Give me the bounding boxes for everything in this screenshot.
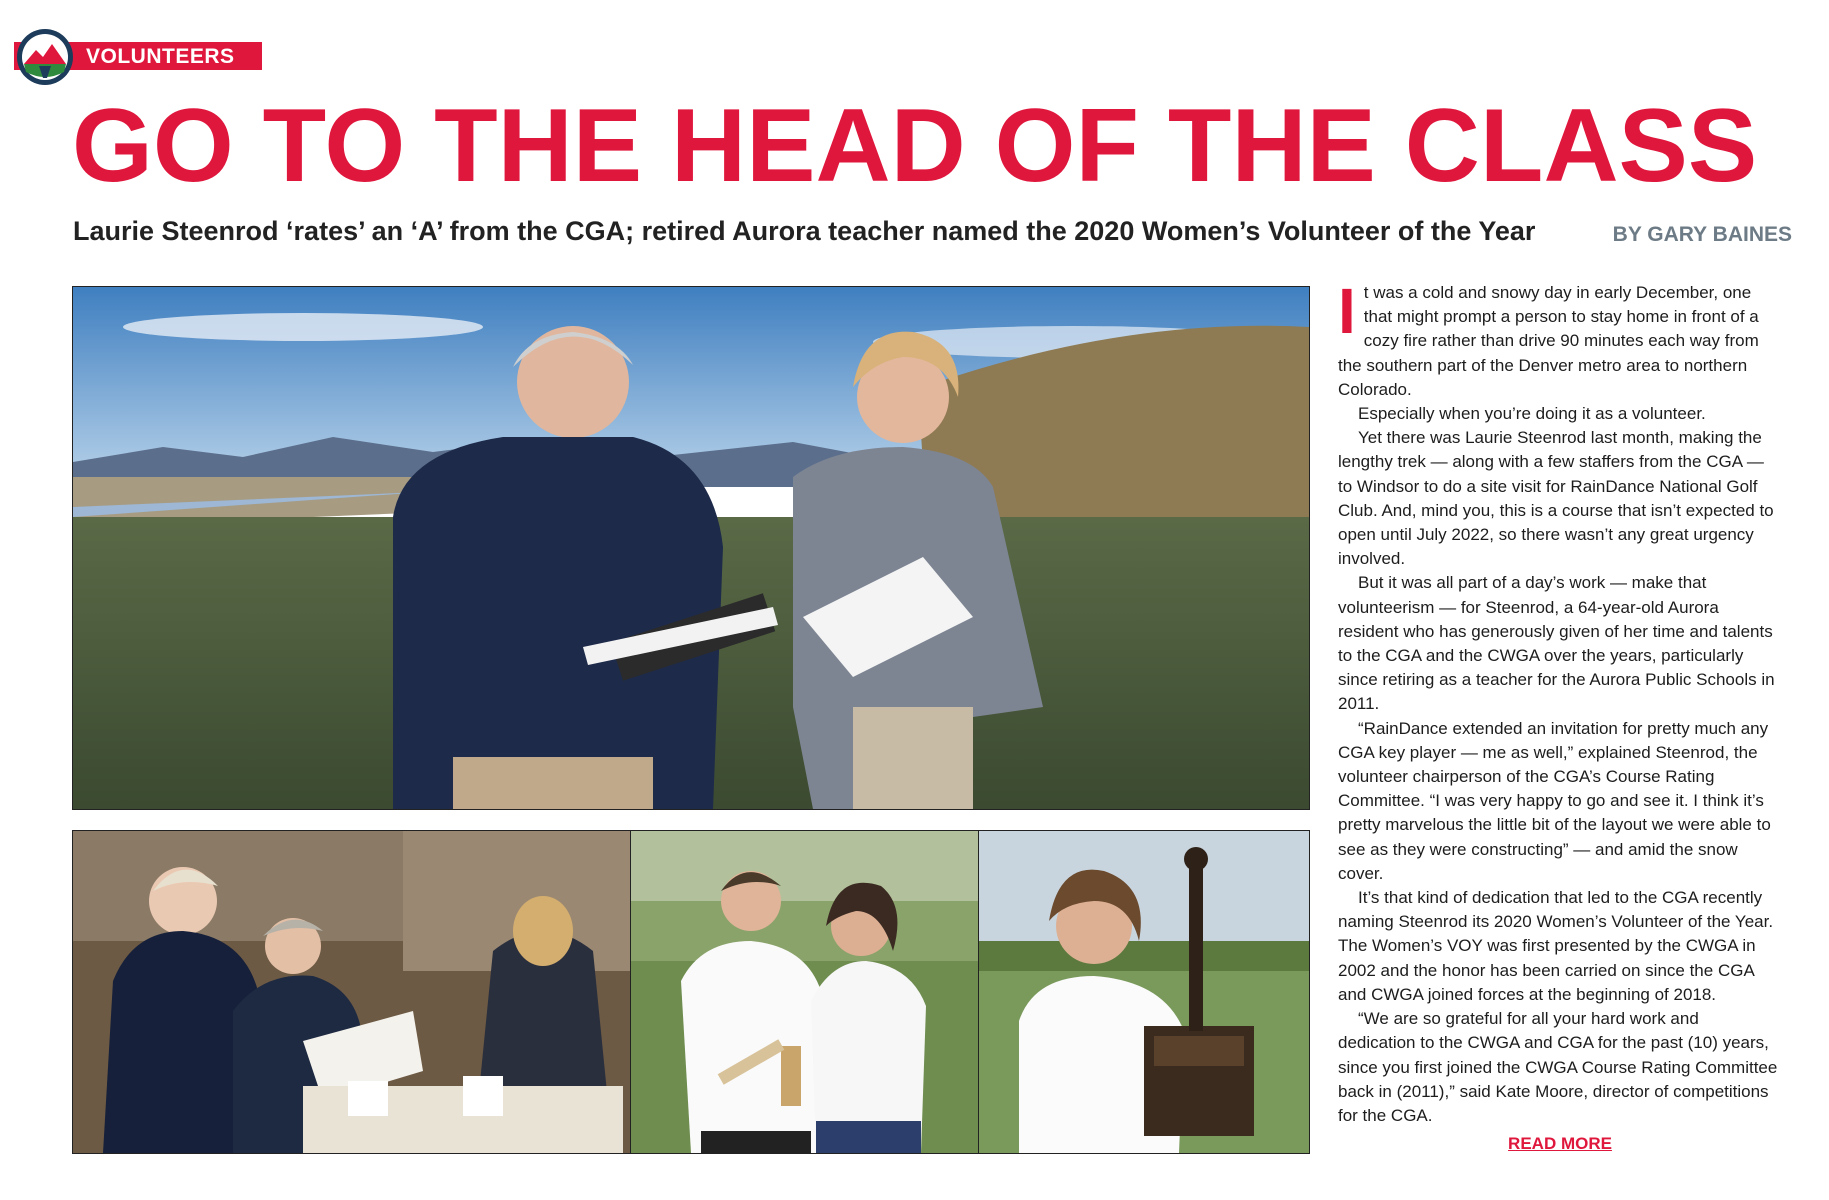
headline: GO TO THE HEAD OF THE CLASS <box>72 88 1758 204</box>
photo-course-site-visit <box>72 286 1310 810</box>
photo-awards-banquet <box>72 830 634 1154</box>
article-paragraph: It was a cold and snowy day in early December, one that might prompt a person to stay home in front of a cozy fire rather than drive 90 minutes each way from the southern part of the Denver metro area to northern Colorado. <box>1338 275 1759 399</box>
photo-trophy-pair <box>630 830 982 1154</box>
article-body <box>1338 275 1778 1128</box>
byline: BY GARY BAINES <box>1612 223 1792 246</box>
article-paragraph: Especially when you’re doing it as a volunteer. <box>1358 404 1706 424</box>
drop-cap: I <box>1338 275 1356 347</box>
subhead: Laurie Steenrod ‘rates’ an ‘A’ from the CGA; retired Aurora teacher named the 2020 Women’s Volunteer of the Year <box>73 216 1536 246</box>
mountain-badge-icon <box>16 28 74 86</box>
section-label: VOLUNTEERS <box>86 45 235 68</box>
read-more-link[interactable]: READ MORE <box>1508 1134 1612 1153</box>
article-paragraph: “RainDance extended an invitation for pretty much any CGA key player — me as well,” explained Steenrod, the volunteer chairperson of the CGA’s Course Rating Committee. “I was very happy to go and see it. I think it’s pretty marvelous the little bit of the layout we were able to see as they were constructing” — and amid the snow cover. <box>1338 718 1771 883</box>
article-paragraph: But it was all part of a day’s work — make that volunteerism — for Steenrod, a 64-year-old Aurora resident who has generously given of her time and talents to the CGA and the CWGA over the years, particularly since retiring as a teacher for the Aurora Public Schools in 2011. <box>1338 573 1775 714</box>
article-paragraph: “We are so grateful for all your hard work and dedication to the CWGA and CGA for the past (10) years, since you first joined the CWGA Course Rating Committee back in (2011),” said Kate Moore, director of competitions for the CGA. <box>1338 1009 1778 1125</box>
article-paragraph: Yet there was Laurie Steenrod last month, making the lengthy trek — along with a few staffers from the CGA — to Windsor to do a site visit for RainDance National Golf Club. And, mind you, this is a course that isn’t expected to open until July 2022, so there wasn’t any great urgency involved. <box>1338 428 1774 569</box>
section-badge <box>14 26 254 86</box>
photo-trophy-single <box>978 830 1310 1154</box>
article-paragraph: It’s that kind of dedication that led to the CGA recently naming Steenrod its 2020 Women’s Volunteer of the Year. The Women’s VOY was first presented by the CWGA in 2002 and the honor has been carried on since the CGA and CWGA joined forces at the beginning of 2018. <box>1338 888 1774 1004</box>
